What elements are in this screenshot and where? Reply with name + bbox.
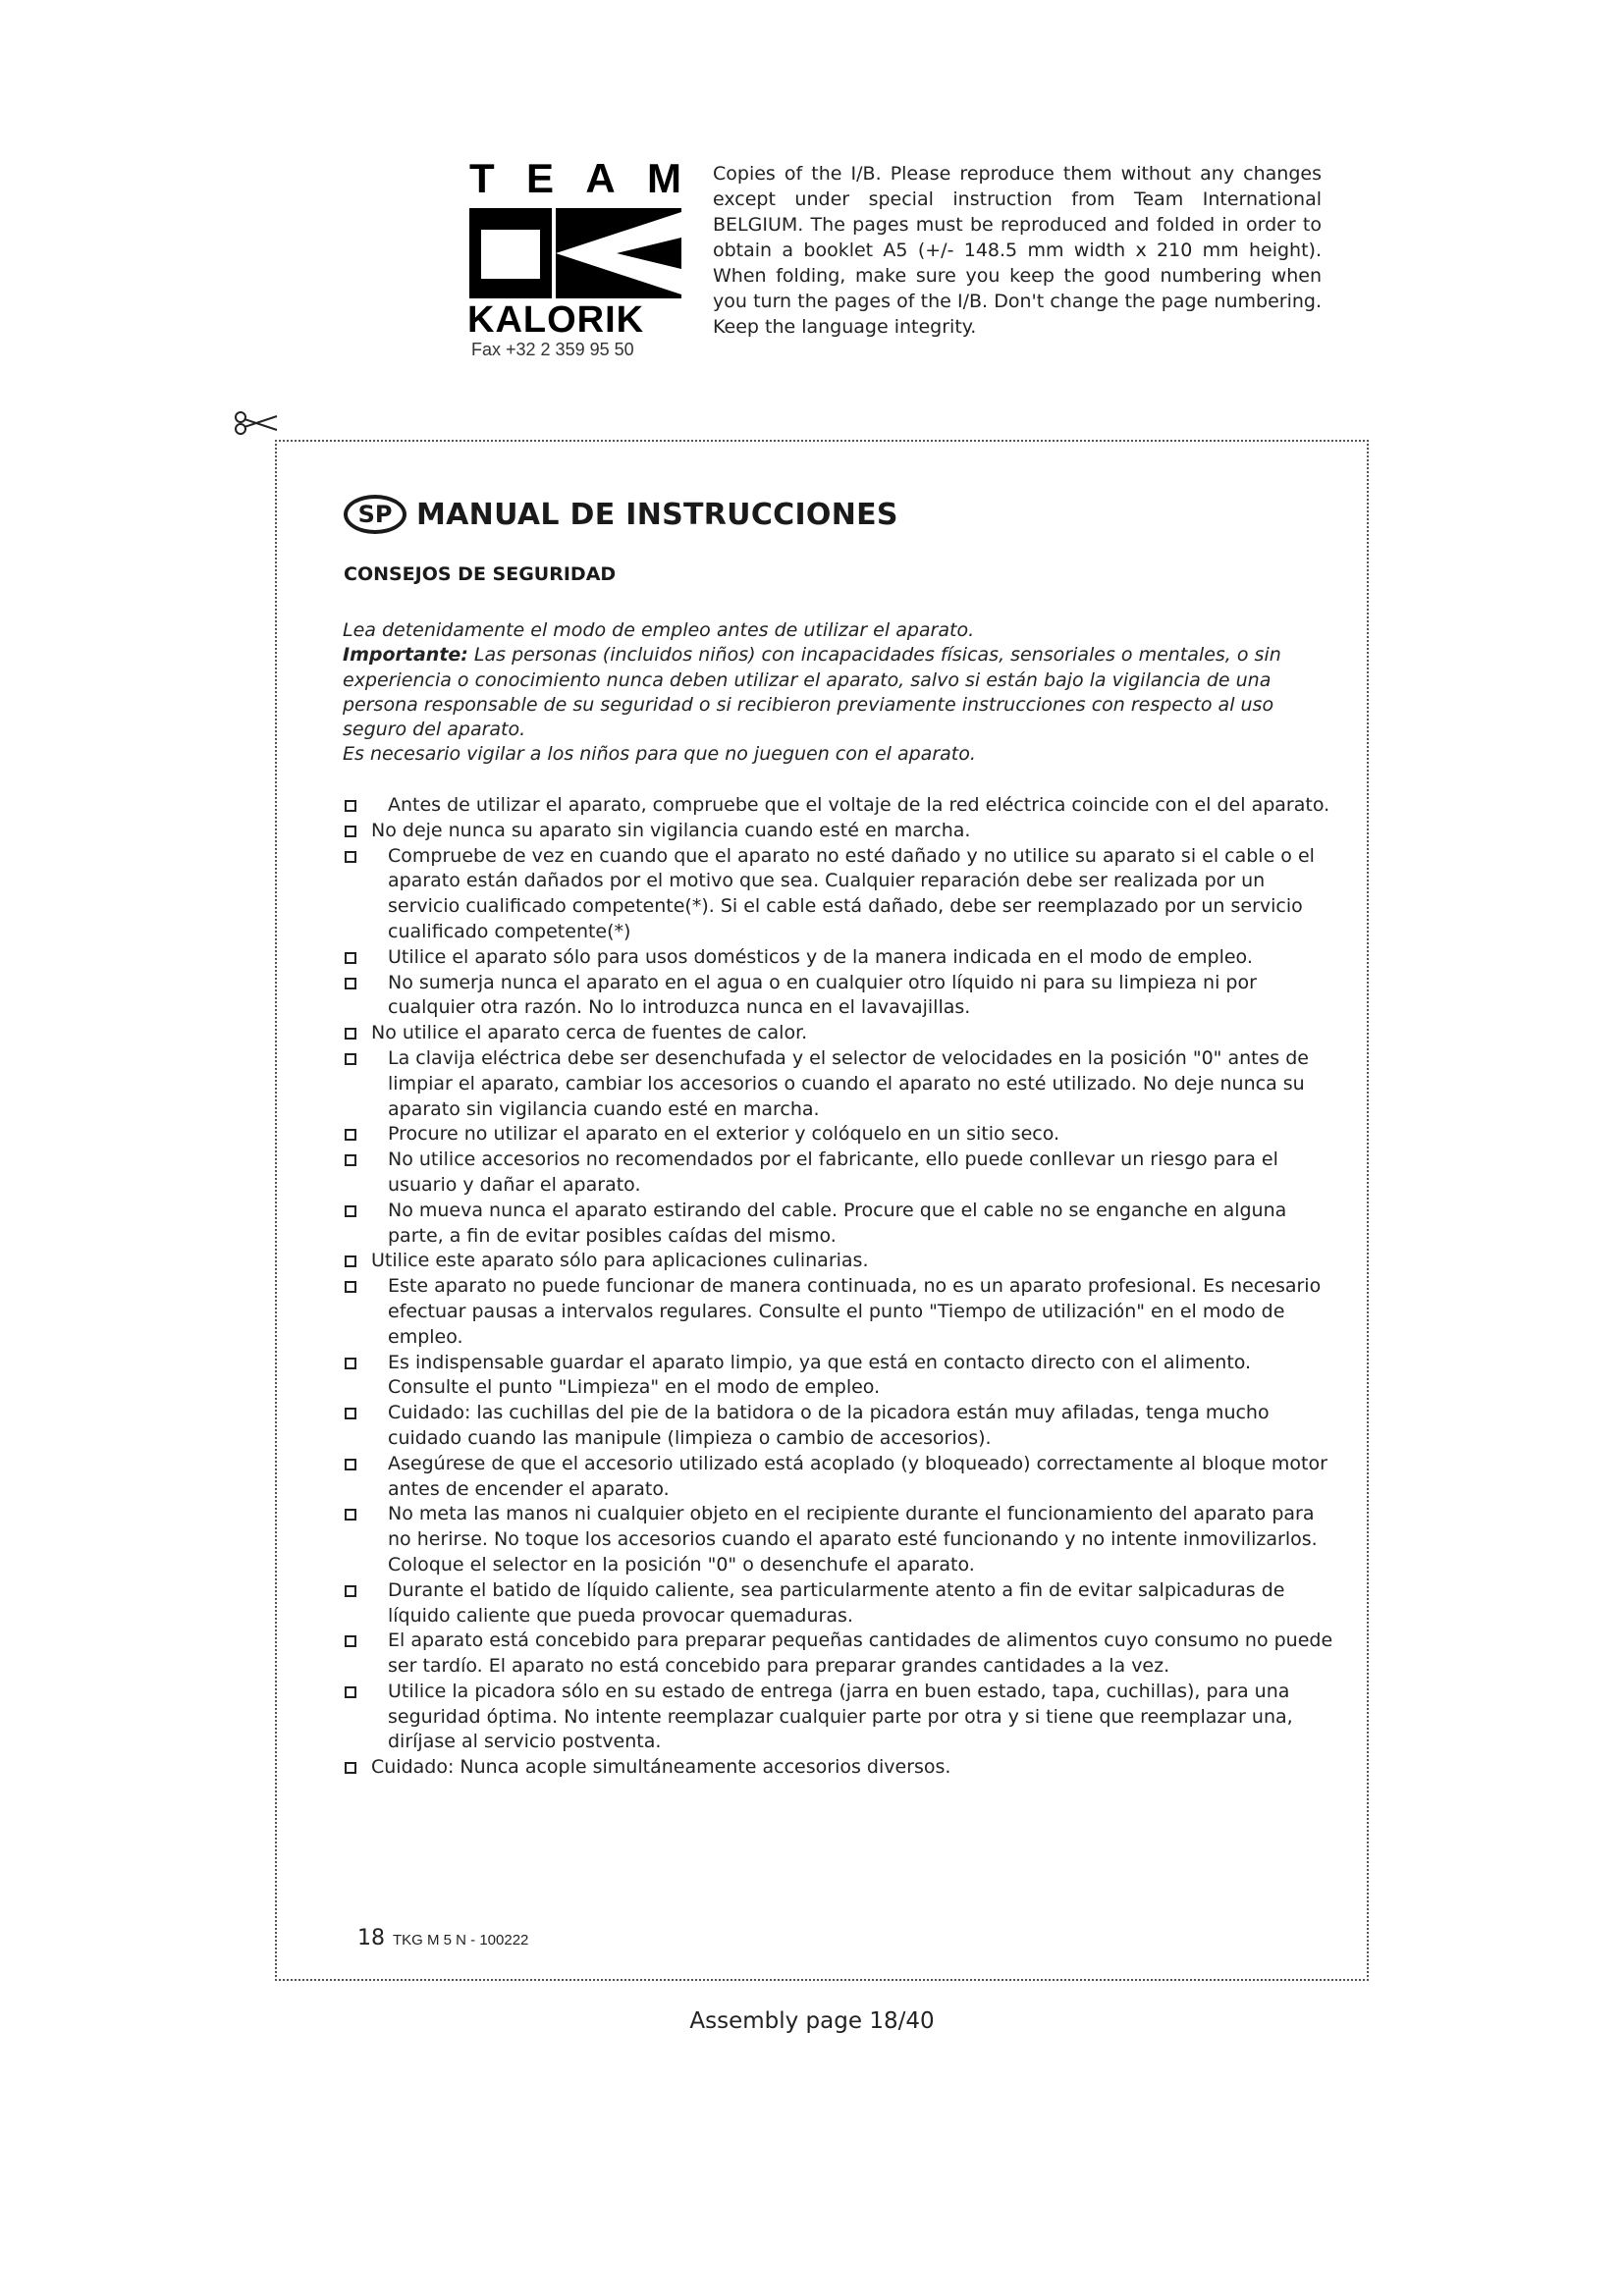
checkbox-bullet-icon bbox=[345, 851, 356, 863]
bullet-item: No utilice accesorios no recomendados por el fabricante, ello puede conllevar un riesgo para el usuario y dañar el aparato. bbox=[343, 1148, 1334, 1199]
checkbox-bullet-icon bbox=[345, 952, 356, 964]
checkbox-bullet-icon bbox=[345, 1408, 356, 1419]
bullet-item: No mueva nunca el aparato estirando del cable. Procure que el cable no se enganche en alguna parte, a fin de evitar posibles caídas del mismo. bbox=[343, 1199, 1334, 1250]
bullet-item: Cuidado: Nunca acople simultáneamente accesorios diversos. bbox=[343, 1755, 1334, 1781]
checkbox-bullet-icon bbox=[345, 1154, 356, 1166]
intro-line: Lea detenidamente el modo de empleo antes de utilizar el aparato. bbox=[343, 619, 975, 641]
bullet-item: Compruebe de vez en cuando que el aparato no esté dañado y no utilice su aparato si el cable o el aparato están dañados por el motivo que sea. Cualquier reparación debe ser realizada por un servicio cualificado competente(*). Si el cable está dañado, debe ser reemplazado por un servicio cualificado competente(*) bbox=[343, 844, 1334, 945]
important-text: Las personas (incluidos niños) con incapacidades físicas, sensoriales o mentales, o sin experiencia o conocimiento nunca deben utilizar el aparato, salvo si están bajo la vigilancia de una persona responsable de su seguridad o si recibieron previamente instrucciones con respecto al uso seguro del aparato. bbox=[343, 644, 1281, 741]
bullet-item: Antes de utilizar el aparato, compruebe que el voltaje de la red eléctrica coincide con el del aparato. bbox=[343, 793, 1334, 819]
manual-heading bbox=[344, 495, 898, 534]
section-heading: CONSEJOS DE SEGURIDAD bbox=[344, 563, 617, 585]
checkbox-bullet-icon bbox=[345, 1255, 356, 1267]
team-kalorik-logo bbox=[463, 157, 687, 360]
bullet-item: Utilice el aparato sólo para usos domésticos y de la manera indicada en el modo de empleo. bbox=[343, 945, 1334, 971]
safety-intro bbox=[343, 618, 1325, 768]
page-footer bbox=[357, 1926, 528, 1950]
intro-important bbox=[343, 643, 1325, 742]
fax-number: Fax +32 2 359 95 50 bbox=[471, 340, 634, 359]
bullet-item: Utilice la picadora sólo en su estado de entrega (jarra en buen estado, tapa, cuchillas), para una seguridad óptima. No intente reemplazar cualquier parte por otra y si tiene que reemplazar una, diríjase al servicio postventa. bbox=[343, 1680, 1334, 1755]
scissors-icon bbox=[234, 410, 279, 436]
checkbox-bullet-icon bbox=[345, 1205, 356, 1217]
intro-line: Es necesario vigilar a los niños para que no jueguen con el aparato. bbox=[343, 743, 976, 766]
checkbox-bullet-icon bbox=[345, 978, 356, 989]
bullet-item: No sumerja nunca el aparato en el agua o en cualquier otro líquido ni para su limpieza ni por cualquier otra razón. No lo introduzca nunca en el lavavajillas. bbox=[343, 971, 1334, 1022]
checkbox-bullet-icon bbox=[345, 1635, 356, 1647]
bullet-item: Este aparato no puede funcionar de manera continuada, no es un aparato profesional. Es necesario efectuar pausas a intervalos regulares. Consulte el punto "Tiempo de utilización" en el modo de empleo. bbox=[343, 1274, 1334, 1350]
bullet-item: Utilice este aparato sólo para aplicaciones culinarias. bbox=[343, 1249, 1334, 1274]
bullet-item: El aparato está concebido para preparar pequeñas cantidades de alimentos cuyo consumo no puede ser tardío. El aparato no está concebido para preparar grandes cantidades a la vez. bbox=[343, 1629, 1334, 1680]
checkbox-bullet-icon bbox=[345, 1129, 356, 1141]
bullet-item: Durante el batido de líquido caliente, sea particularmente atento a fin de evitar salpicaduras de líquido caliente que pueda provocar quemaduras. bbox=[343, 1578, 1334, 1629]
checkbox-bullet-icon bbox=[345, 1509, 356, 1521]
checkbox-bullet-icon bbox=[345, 1028, 356, 1040]
bullet-item: Asegúrese de que el accesorio utilizado está acoplado (y bloqueado) correctamente al bloque motor antes de encender el aparato. bbox=[343, 1452, 1334, 1503]
important-label: Importante: bbox=[343, 644, 468, 667]
copies-instruction-note: Copies of the I/B. Please reproduce them without any changes except under special instruction from Team International BELGIUM. The pages must be reproduced and folded in order to obtain a booklet A5 (+/- 148.5 mm width x 210 mm height). When folding, make sure you keep the good numbering when you turn the pages of the I/B. Don't change the page numbering. Keep the language integrity. bbox=[713, 163, 1322, 338]
checkbox-bullet-icon bbox=[345, 1281, 356, 1293]
checkbox-bullet-icon bbox=[345, 1358, 356, 1369]
checkbox-bullet-icon bbox=[345, 1686, 356, 1698]
checkbox-bullet-icon bbox=[345, 1459, 356, 1470]
bullet-item: Procure no utilizar el aparato en el exterior y colóquelo en un sitio seco. bbox=[343, 1122, 1334, 1148]
checkbox-bullet-icon bbox=[345, 1053, 356, 1065]
checkbox-bullet-icon bbox=[345, 1585, 356, 1597]
safety-bullet-list bbox=[343, 793, 1334, 1781]
bullet-item: No meta las manos ni cualquier objeto en el recipiente durante el funcionamiento del aparato para no herirse. No toque los accesorios cuando el aparato esté funcionando y no intente inmovilizarlos. Coloque el selector en la posición "0" o desenchufe el aparato. bbox=[343, 1502, 1334, 1577]
bullet-item: No deje nunca su aparato sin vigilancia cuando esté en marcha. bbox=[343, 819, 1334, 844]
language-badge: SP bbox=[344, 495, 406, 534]
bullet-item: No utilice el aparato cerca de fuentes de calor. bbox=[343, 1021, 1334, 1046]
checkbox-bullet-icon bbox=[345, 800, 356, 812]
manual-title: MANUAL DE INSTRUCCIONES bbox=[416, 497, 898, 532]
logo-team-word: T E A M bbox=[469, 155, 681, 201]
logo-brand: KALORIK bbox=[467, 299, 645, 341]
bullet-item: Es indispensable guardar el aparato limpio, ya que está en contacto directo con el alimento. Consulte el punto "Limpieza" en el modo de empleo. bbox=[343, 1351, 1334, 1402]
bullet-item: La clavija eléctrica debe ser desenchufada y el selector de velocidades en la posición "0" antes de limpiar el aparato, cambiar los accesorios o cuando el aparato no esté utilizado. No deje nunca su aparato sin vigilancia cuando esté en marcha. bbox=[343, 1046, 1334, 1122]
checkbox-bullet-icon bbox=[345, 1762, 356, 1774]
assembly-page-label: Assembly page 18/40 bbox=[689, 2008, 935, 2034]
bullet-item: Cuidado: las cuchillas del pie de la batidora o de la picadora están muy afiladas, tenga mucho cuidado cuando las manipule (limpieza o cambio de accesorios). bbox=[343, 1401, 1334, 1452]
checkbox-bullet-icon bbox=[345, 826, 356, 837]
page-number: 18 bbox=[357, 1926, 385, 1950]
model-code: TKG M 5 N - 100222 bbox=[393, 1932, 529, 1949]
logo-mark-icon bbox=[469, 208, 681, 298]
